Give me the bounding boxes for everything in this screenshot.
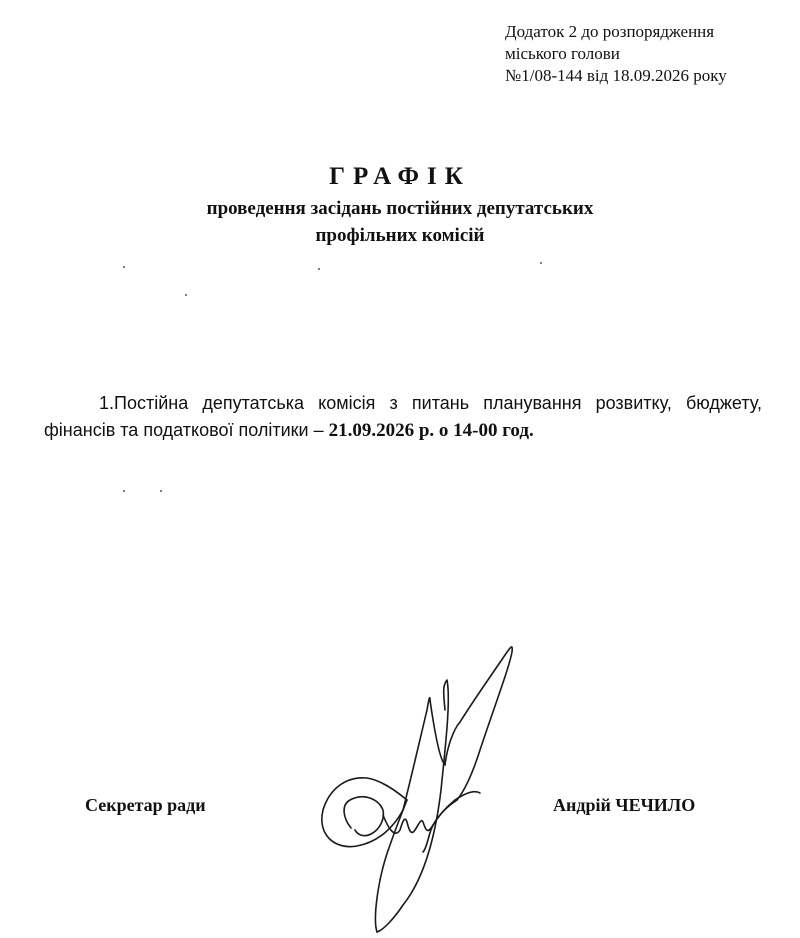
schedule-item-date: 21.09.2026 р. о 14-00 год.	[328, 420, 534, 441]
signatory-name: Андрій ЧЕЧИЛО	[553, 795, 696, 815]
document-title: ГРАФІК	[329, 163, 471, 190]
annex-line-3: №1/08-144 від 18.09.2026 року	[505, 66, 727, 85]
annex-header	[505, 21, 785, 87]
signatory-role: Секретар ради	[85, 795, 206, 815]
schedule-item-text: 1.Постійна депутатська комісія з питань планування розвитку, бюджету, фінансів та податкової політики –	[44, 393, 762, 440]
scan-speck	[123, 490, 125, 492]
document-subtitle-line-1: проведення засідань постійних депутатських	[206, 198, 594, 219]
scan-speck	[185, 294, 187, 296]
handwritten-signature	[295, 640, 535, 938]
annex-line-2: міського голови	[505, 44, 620, 63]
document-subtitle-line-2: профільних комісій	[315, 225, 485, 246]
scan-speck	[123, 266, 125, 268]
schedule-item	[44, 390, 762, 444]
scan-speck	[160, 490, 162, 492]
scan-speck	[318, 268, 320, 270]
scan-speck	[540, 262, 542, 264]
annex-line-1: Додаток 2 до розпорядження	[505, 22, 715, 41]
